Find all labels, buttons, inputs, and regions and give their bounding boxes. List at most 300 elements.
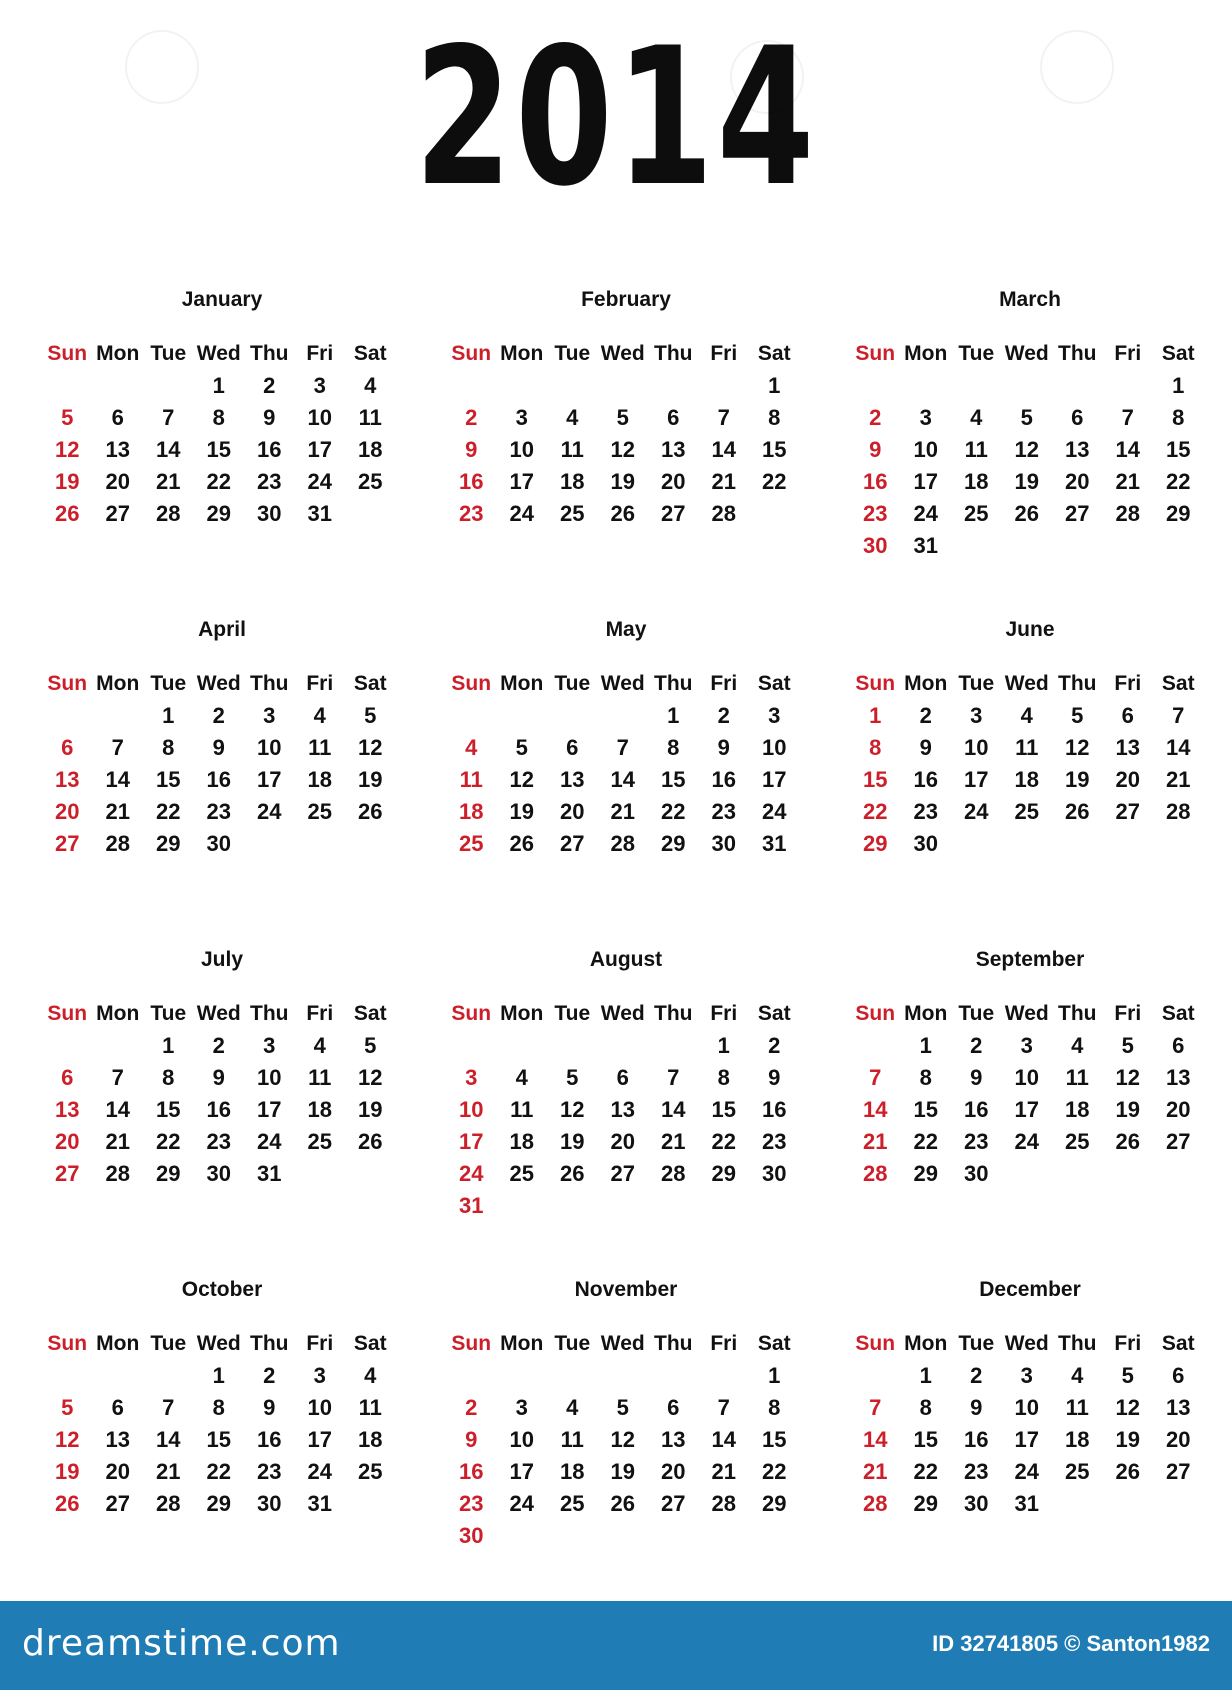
empty-cell bbox=[648, 1030, 699, 1062]
weekday-tue: Tue bbox=[150, 342, 187, 365]
weekday-sat: Sat bbox=[353, 1332, 387, 1355]
weekday-thu: Thu bbox=[1058, 672, 1097, 695]
day-cell: 12 bbox=[1115, 1395, 1140, 1420]
day-cell: 22 bbox=[762, 1459, 787, 1484]
day-cell: 26 bbox=[509, 831, 534, 856]
day-cell: 4 bbox=[566, 1395, 579, 1420]
empty-cell bbox=[951, 370, 1002, 402]
day-cell: 19 bbox=[1065, 767, 1090, 792]
day-cell: 17 bbox=[307, 1427, 332, 1452]
day-cell: 9 bbox=[970, 1395, 983, 1420]
day-cell: 7 bbox=[717, 405, 730, 430]
month-title: August bbox=[589, 948, 663, 971]
day-cell: 8 bbox=[212, 405, 225, 430]
day-cell: 5 bbox=[364, 703, 377, 728]
day-cell: 13 bbox=[105, 437, 130, 462]
empty-cell bbox=[497, 370, 548, 402]
day-cell: 2 bbox=[970, 1363, 983, 1388]
day-cell: 11 bbox=[560, 1427, 584, 1452]
weekday-header bbox=[850, 668, 1210, 700]
weekday-wed: Wed bbox=[1004, 342, 1049, 365]
day-cell: 8 bbox=[919, 1065, 932, 1090]
day-cell: 14 bbox=[105, 1097, 130, 1122]
day-cell: 20 bbox=[1065, 469, 1090, 494]
month-title: February bbox=[581, 288, 671, 311]
month-title: July bbox=[200, 948, 244, 971]
days-grid bbox=[850, 700, 1210, 860]
day-cell: 24 bbox=[1014, 1129, 1039, 1154]
day-cell: 9 bbox=[717, 735, 730, 760]
day-cell: 20 bbox=[610, 1129, 635, 1154]
weekday-fri: Fri bbox=[710, 1332, 738, 1355]
day-cell: 24 bbox=[307, 469, 332, 494]
weekday-sat: Sat bbox=[757, 342, 791, 365]
empty-cell bbox=[547, 370, 598, 402]
weekday-thu: Thu bbox=[250, 1332, 289, 1355]
day-cell: 21 bbox=[156, 1459, 181, 1484]
weekday-tue: Tue bbox=[958, 342, 995, 365]
days-grid bbox=[42, 1030, 402, 1190]
day-cell: 1 bbox=[768, 1363, 781, 1388]
day-cell: 18 bbox=[1065, 1427, 1090, 1452]
day-cell: 13 bbox=[1166, 1065, 1191, 1090]
day-cell: 7 bbox=[162, 1395, 175, 1420]
watermark-swirl-icon bbox=[1040, 30, 1114, 104]
empty-cell bbox=[446, 1030, 497, 1062]
weekday-wed: Wed bbox=[600, 672, 645, 695]
day-cell: 7 bbox=[111, 735, 124, 760]
day-cell: 4 bbox=[1020, 703, 1033, 728]
weekday-mon: Mon bbox=[500, 672, 544, 695]
empty-cell bbox=[93, 370, 144, 402]
day-cell: 2 bbox=[212, 1033, 225, 1058]
day-cell: 15 bbox=[156, 767, 181, 792]
day-cell: 29 bbox=[156, 1161, 181, 1186]
day-cell: 27 bbox=[55, 1161, 80, 1186]
day-cell: 28 bbox=[711, 501, 736, 526]
days-grid bbox=[850, 370, 1210, 562]
day-cell: 25 bbox=[358, 469, 383, 494]
day-cell: 16 bbox=[762, 1097, 787, 1122]
day-cell: 7 bbox=[616, 735, 629, 760]
day-cell: 30 bbox=[863, 533, 888, 558]
weekday-sat: Sat bbox=[757, 672, 791, 695]
weekday-wed: Wed bbox=[1004, 1332, 1049, 1355]
day-cell: 17 bbox=[307, 437, 332, 462]
day-cell: 1 bbox=[869, 703, 882, 728]
weekday-sun: Sun bbox=[855, 672, 896, 695]
day-cell: 6 bbox=[566, 735, 579, 760]
day-cell: 3 bbox=[263, 1033, 276, 1058]
weekday-tue: Tue bbox=[150, 1002, 187, 1025]
day-cell: 27 bbox=[105, 1491, 130, 1516]
weekday-thu: Thu bbox=[250, 342, 289, 365]
day-cell: 6 bbox=[61, 735, 74, 760]
day-cell: 24 bbox=[913, 501, 938, 526]
day-cell: 24 bbox=[964, 799, 989, 824]
empty-cell bbox=[547, 700, 598, 732]
day-cell: 6 bbox=[667, 405, 680, 430]
day-cell: 11 bbox=[510, 1097, 534, 1122]
day-cell: 15 bbox=[863, 767, 888, 792]
empty-cell bbox=[699, 1360, 750, 1392]
day-cell: 22 bbox=[913, 1459, 938, 1484]
day-cell: 25 bbox=[358, 1459, 383, 1484]
day-cell: 27 bbox=[560, 831, 585, 856]
day-cell: 29 bbox=[913, 1491, 938, 1516]
day-cell: 22 bbox=[206, 469, 231, 494]
day-cell: 19 bbox=[560, 1129, 585, 1154]
day-cell: 19 bbox=[509, 799, 534, 824]
weekday-mon: Mon bbox=[904, 1332, 948, 1355]
day-cell: 14 bbox=[863, 1427, 888, 1452]
weekday-fri: Fri bbox=[710, 342, 738, 365]
month-title: September bbox=[975, 948, 1085, 971]
empty-cell bbox=[547, 1360, 598, 1392]
weekday-tue: Tue bbox=[958, 1002, 995, 1025]
weekday-fri: Fri bbox=[710, 1002, 738, 1025]
weekday-header bbox=[42, 1328, 402, 1360]
day-cell: 15 bbox=[1166, 437, 1191, 462]
day-cell: 12 bbox=[610, 437, 635, 462]
day-cell: 13 bbox=[560, 767, 585, 792]
day-cell: 30 bbox=[913, 831, 938, 856]
weekday-wed: Wed bbox=[196, 342, 241, 365]
day-cell: 12 bbox=[560, 1097, 585, 1122]
day-cell: 2 bbox=[970, 1033, 983, 1058]
day-cell: 11 bbox=[1065, 1065, 1089, 1090]
month-title: April bbox=[198, 618, 246, 641]
day-cell: 26 bbox=[55, 1491, 80, 1516]
day-cell: 4 bbox=[970, 405, 983, 430]
empty-cell bbox=[42, 700, 93, 732]
empty-cell bbox=[143, 1360, 194, 1392]
day-cell: 31 bbox=[307, 501, 332, 526]
weekday-sun: Sun bbox=[451, 672, 492, 695]
weekday-wed: Wed bbox=[196, 1002, 241, 1025]
day-cell: 21 bbox=[863, 1129, 888, 1154]
days-grid bbox=[850, 1030, 1210, 1190]
day-cell: 9 bbox=[919, 735, 932, 760]
weekday-tue: Tue bbox=[958, 672, 995, 695]
weekday-sun: Sun bbox=[855, 1332, 896, 1355]
days-grid bbox=[446, 700, 806, 860]
day-cell: 23 bbox=[964, 1459, 989, 1484]
day-cell: 23 bbox=[913, 799, 938, 824]
day-cell: 7 bbox=[869, 1065, 882, 1090]
day-cell: 5 bbox=[1121, 1363, 1134, 1388]
footer-bar bbox=[0, 1601, 1232, 1690]
day-cell: 25 bbox=[964, 501, 989, 526]
empty-cell bbox=[93, 1030, 144, 1062]
day-cell: 7 bbox=[162, 405, 175, 430]
month-september bbox=[850, 940, 1210, 1190]
day-cell: 4 bbox=[313, 1033, 326, 1058]
day-cell: 8 bbox=[919, 1395, 932, 1420]
day-cell: 30 bbox=[206, 831, 231, 856]
empty-cell bbox=[598, 1360, 649, 1392]
day-cell: 13 bbox=[1065, 437, 1090, 462]
day-cell: 10 bbox=[1014, 1065, 1039, 1090]
day-cell: 29 bbox=[206, 1491, 231, 1516]
month-title: May bbox=[605, 618, 647, 641]
weekday-fri: Fri bbox=[306, 672, 334, 695]
weekday-thu: Thu bbox=[1058, 1002, 1097, 1025]
weekday-header bbox=[446, 668, 806, 700]
weekday-sat: Sat bbox=[1161, 1332, 1195, 1355]
day-cell: 7 bbox=[869, 1395, 882, 1420]
month-november bbox=[446, 1270, 806, 1552]
day-cell: 5 bbox=[515, 735, 528, 760]
day-cell: 28 bbox=[863, 1161, 888, 1186]
day-cell: 24 bbox=[509, 1491, 534, 1516]
days-grid bbox=[446, 1360, 806, 1552]
day-cell: 8 bbox=[768, 1395, 781, 1420]
empty-cell bbox=[446, 700, 497, 732]
month-july bbox=[42, 940, 402, 1190]
day-cell: 3 bbox=[515, 1395, 528, 1420]
weekday-fri: Fri bbox=[306, 1002, 334, 1025]
month-title: November bbox=[574, 1278, 678, 1301]
day-cell: 16 bbox=[964, 1097, 989, 1122]
empty-cell bbox=[446, 1360, 497, 1392]
day-cell: 29 bbox=[661, 831, 686, 856]
weekday-header bbox=[42, 338, 402, 370]
day-cell: 31 bbox=[762, 831, 787, 856]
day-cell: 30 bbox=[762, 1161, 787, 1186]
day-cell: 12 bbox=[1014, 437, 1039, 462]
day-cell: 2 bbox=[212, 703, 225, 728]
day-cell: 1 bbox=[919, 1033, 932, 1058]
day-cell: 11 bbox=[964, 437, 988, 462]
day-cell: 26 bbox=[358, 1129, 383, 1154]
day-cell: 5 bbox=[1071, 703, 1084, 728]
weekday-fri: Fri bbox=[1114, 672, 1142, 695]
day-cell: 21 bbox=[1115, 469, 1140, 494]
day-cell: 28 bbox=[105, 831, 130, 856]
day-cell: 10 bbox=[307, 1395, 332, 1420]
day-cell: 19 bbox=[1115, 1427, 1140, 1452]
day-cell: 24 bbox=[257, 799, 282, 824]
day-cell: 6 bbox=[111, 405, 124, 430]
day-cell: 14 bbox=[156, 1427, 181, 1452]
days-grid bbox=[446, 1030, 806, 1222]
day-cell: 14 bbox=[1166, 735, 1191, 760]
day-cell: 28 bbox=[661, 1161, 686, 1186]
month-february bbox=[446, 280, 806, 530]
day-cell: 8 bbox=[869, 735, 882, 760]
day-cell: 10 bbox=[913, 437, 938, 462]
weekday-thu: Thu bbox=[250, 672, 289, 695]
day-cell: 12 bbox=[55, 437, 80, 462]
day-cell: 15 bbox=[913, 1097, 938, 1122]
dreamstime-logo[interactable]: dreamstime.com bbox=[22, 1623, 341, 1664]
day-cell: 20 bbox=[1166, 1427, 1191, 1452]
day-cell: 24 bbox=[307, 1459, 332, 1484]
empty-cell bbox=[547, 1030, 598, 1062]
weekday-tue: Tue bbox=[554, 1332, 591, 1355]
day-cell: 14 bbox=[105, 767, 130, 792]
month-title: June bbox=[1005, 618, 1055, 641]
day-cell: 17 bbox=[964, 767, 989, 792]
weekday-tue: Tue bbox=[554, 672, 591, 695]
weekday-sat: Sat bbox=[353, 1002, 387, 1025]
day-cell: 28 bbox=[156, 501, 181, 526]
day-cell: 2 bbox=[717, 703, 730, 728]
day-cell: 8 bbox=[667, 735, 680, 760]
day-cell: 11 bbox=[358, 405, 382, 430]
day-cell: 11 bbox=[358, 1395, 382, 1420]
day-cell: 9 bbox=[263, 1395, 276, 1420]
day-cell: 3 bbox=[1020, 1033, 1033, 1058]
empty-cell bbox=[446, 370, 497, 402]
weekday-wed: Wed bbox=[600, 342, 645, 365]
day-cell: 3 bbox=[515, 405, 528, 430]
day-cell: 25 bbox=[307, 1129, 332, 1154]
day-cell: 2 bbox=[465, 1395, 478, 1420]
day-cell: 27 bbox=[1166, 1459, 1191, 1484]
day-cell: 26 bbox=[1014, 501, 1039, 526]
day-cell: 20 bbox=[105, 469, 130, 494]
day-cell: 12 bbox=[509, 767, 534, 792]
day-cell: 8 bbox=[768, 405, 781, 430]
weekday-thu: Thu bbox=[654, 672, 693, 695]
day-cell: 6 bbox=[1121, 703, 1134, 728]
weekday-mon: Mon bbox=[96, 342, 140, 365]
day-cell: 13 bbox=[105, 1427, 130, 1452]
day-cell: 10 bbox=[307, 405, 332, 430]
day-cell: 23 bbox=[257, 469, 282, 494]
weekday-fri: Fri bbox=[710, 672, 738, 695]
weekday-sat: Sat bbox=[353, 342, 387, 365]
weekday-sat: Sat bbox=[1161, 672, 1195, 695]
day-cell: 19 bbox=[610, 1459, 635, 1484]
day-cell: 22 bbox=[156, 799, 181, 824]
weekday-sat: Sat bbox=[1161, 342, 1195, 365]
day-cell: 4 bbox=[364, 1363, 377, 1388]
day-cell: 10 bbox=[762, 735, 787, 760]
day-cell: 7 bbox=[1121, 405, 1134, 430]
day-cell: 12 bbox=[358, 1065, 383, 1090]
month-title: March bbox=[999, 288, 1061, 311]
day-cell: 18 bbox=[560, 1459, 585, 1484]
weekday-tue: Tue bbox=[554, 342, 591, 365]
days-grid bbox=[42, 700, 402, 860]
weekday-thu: Thu bbox=[654, 342, 693, 365]
day-cell: 12 bbox=[358, 735, 383, 760]
day-cell: 7 bbox=[717, 1395, 730, 1420]
empty-cell bbox=[850, 370, 901, 402]
day-cell: 18 bbox=[307, 767, 332, 792]
day-cell: 2 bbox=[263, 1363, 276, 1388]
empty-cell bbox=[850, 1030, 901, 1062]
weekday-mon: Mon bbox=[500, 1002, 544, 1025]
day-cell: 21 bbox=[711, 469, 736, 494]
day-cell: 16 bbox=[863, 469, 888, 494]
day-cell: 9 bbox=[263, 405, 276, 430]
day-cell: 8 bbox=[1172, 405, 1185, 430]
weekday-sat: Sat bbox=[757, 1332, 791, 1355]
day-cell: 10 bbox=[257, 735, 282, 760]
day-cell: 13 bbox=[661, 1427, 686, 1452]
day-cell: 16 bbox=[459, 1459, 484, 1484]
day-cell: 4 bbox=[1071, 1033, 1084, 1058]
weekday-header bbox=[850, 338, 1210, 370]
day-cell: 21 bbox=[863, 1459, 888, 1484]
day-cell: 19 bbox=[358, 767, 383, 792]
day-cell: 29 bbox=[206, 501, 231, 526]
day-cell: 22 bbox=[711, 1129, 736, 1154]
day-cell: 10 bbox=[964, 735, 989, 760]
day-cell: 26 bbox=[1115, 1459, 1140, 1484]
day-cell: 21 bbox=[661, 1129, 686, 1154]
day-cell: 23 bbox=[206, 1129, 231, 1154]
day-cell: 11 bbox=[1065, 1395, 1089, 1420]
weekday-thu: Thu bbox=[654, 1332, 693, 1355]
empty-cell bbox=[901, 370, 952, 402]
day-cell: 23 bbox=[711, 799, 736, 824]
day-cell: 6 bbox=[1071, 405, 1084, 430]
day-cell: 10 bbox=[509, 1427, 534, 1452]
day-cell: 13 bbox=[55, 1097, 80, 1122]
day-cell: 14 bbox=[711, 1427, 736, 1452]
day-cell: 31 bbox=[1014, 1491, 1039, 1516]
day-cell: 6 bbox=[1172, 1033, 1185, 1058]
day-cell: 27 bbox=[1065, 501, 1090, 526]
weekday-fri: Fri bbox=[306, 1332, 334, 1355]
day-cell: 10 bbox=[459, 1097, 484, 1122]
day-cell: 5 bbox=[61, 1395, 74, 1420]
days-grid bbox=[42, 370, 402, 530]
day-cell: 31 bbox=[257, 1161, 282, 1186]
day-cell: 19 bbox=[1014, 469, 1039, 494]
day-cell: 18 bbox=[358, 1427, 383, 1452]
day-cell: 25 bbox=[509, 1161, 534, 1186]
empty-cell bbox=[42, 1030, 93, 1062]
day-cell: 29 bbox=[913, 1161, 938, 1186]
day-cell: 11 bbox=[308, 735, 332, 760]
day-cell: 1 bbox=[768, 373, 781, 398]
month-title: January bbox=[181, 288, 263, 311]
empty-cell bbox=[1002, 370, 1053, 402]
day-cell: 9 bbox=[768, 1065, 781, 1090]
day-cell: 13 bbox=[1115, 735, 1140, 760]
day-cell: 27 bbox=[661, 501, 686, 526]
empty-cell bbox=[1103, 370, 1154, 402]
day-cell: 2 bbox=[869, 405, 882, 430]
weekday-thu: Thu bbox=[1058, 342, 1097, 365]
day-cell: 23 bbox=[863, 501, 888, 526]
weekday-wed: Wed bbox=[1004, 1002, 1049, 1025]
day-cell: 8 bbox=[717, 1065, 730, 1090]
day-cell: 9 bbox=[465, 1427, 478, 1452]
day-cell: 26 bbox=[610, 1491, 635, 1516]
day-cell: 17 bbox=[459, 1129, 484, 1154]
weekday-mon: Mon bbox=[904, 1002, 948, 1025]
day-cell: 29 bbox=[156, 831, 181, 856]
day-cell: 1 bbox=[1172, 373, 1185, 398]
day-cell: 23 bbox=[762, 1129, 787, 1154]
day-cell: 5 bbox=[61, 405, 74, 430]
empty-cell bbox=[143, 370, 194, 402]
weekday-header bbox=[850, 1328, 1210, 1360]
day-cell: 9 bbox=[212, 735, 225, 760]
day-cell: 23 bbox=[964, 1129, 989, 1154]
day-cell: 7 bbox=[111, 1065, 124, 1090]
day-cell: 28 bbox=[156, 1491, 181, 1516]
day-cell: 23 bbox=[206, 799, 231, 824]
day-cell: 17 bbox=[257, 1097, 282, 1122]
